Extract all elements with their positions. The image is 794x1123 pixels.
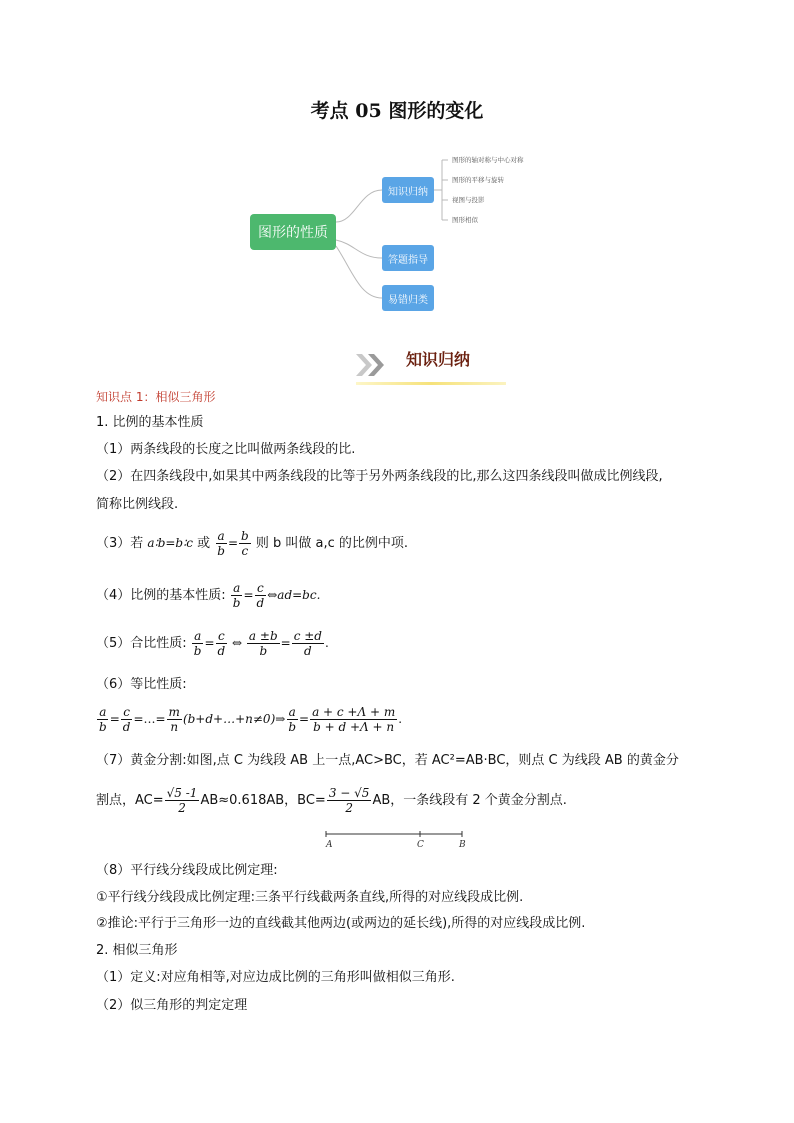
equal-ratio-formula: $\frac{a}{b}$ = $\frac{c}{d}$ =…= $\frac{m}{n}$ (b+d+…+n≠0)⇒ $\frac{a}{b}$ = $\frac{a + c +\Lambda + m}{b + d +\Lambda + n}$ .: [99, 705, 403, 734]
page-title: 考点 05 图形的变化: [310, 100, 484, 122]
connector-knowledge: [336, 190, 382, 222]
knowledge-point-heading: 知识点 1：相似三角形: [96, 390, 216, 404]
mindmap-leaf: 视图与投影: [452, 196, 485, 204]
paragraph-2b: 简称比例线段.: [96, 497, 179, 512]
section-underline: [356, 382, 506, 385]
fraction-a-b: $\frac{a}{b}$: [232, 581, 241, 610]
heading-proportion: 1. 比例的基本性质: [96, 415, 204, 430]
point-c-label: C: [417, 840, 424, 850]
point-a-label: A: [326, 840, 333, 850]
fraction-golden-bc: $\frac{3 - √5}{2}$: [328, 786, 370, 815]
fraction-a-b: $\frac{a}{b}$: [99, 705, 107, 734]
paragraph-6: （6）等比性质:: [96, 677, 187, 692]
fraction-m-n: $\frac{m}{n}$: [168, 705, 180, 734]
mindmap-center-node: 图形的性质: [250, 214, 336, 250]
fraction-c-d: $\frac{c}{d}$: [122, 705, 131, 734]
paragraph-4: （4）比例的基本性质: $\frac{a}{b}$ = $\frac{c}{d}$ ⇔ad=bc.: [96, 581, 321, 610]
mindmap-leaf: 图形相似: [452, 216, 478, 224]
fraction-a-b: $\frac{a}{b}$: [217, 529, 225, 558]
paragraph-7b: 割点，AC= $\frac{√5 -1}{2}$ AB≈0.618AB，BC= $\frac{3 - √5}{2}$ AB，一条线段有 2 个黄金分割点.: [96, 786, 567, 815]
mindmap-leaf: 图形的轴对称与中心对称: [452, 156, 524, 164]
paragraph-q1: （1）定义:对应角相等,对应边成比例的三角形叫做相似三角形.: [96, 970, 455, 985]
paragraph-8-2: ②推论:平行于三角形一边的直线截其他两边(或两边的延长线),所得的对应线段成比例.: [96, 916, 586, 931]
paragraph-2a: （2）在四条线段中,如果其中两条线段的比等于另外两条线段的比,那么这四条线段叫做成比例线段,: [96, 469, 663, 484]
point-b-label: B: [459, 840, 466, 850]
fraction-a-b: $\frac{a}{b}$: [288, 705, 296, 734]
fraction-b-c: $\frac{b}{c}$: [241, 529, 249, 558]
paragraph-3: （3）若 a∶b=b∶c 或 $\frac{a}{b}$ = $\frac{b}{c}$ 则 b 叫做 a,c 的比例中项.: [96, 529, 409, 558]
paragraph-8-1: ①平行线分线段成比例定理:三条平行线截两条直线,所得的对应线段成比例.: [96, 890, 524, 905]
paragraph-1: （1）两条线段的长度之比叫做两条线段的比.: [96, 442, 356, 457]
fraction-sum: $\frac{a + c +\Lambda + m}{b + d +\Lambda + n}$: [312, 705, 396, 734]
fraction-golden-ac: $\frac{√5 -1}{2}$: [166, 786, 198, 815]
segment-figure: [320, 830, 470, 850]
fraction-c-d: $\frac{c}{d}$: [217, 629, 226, 658]
paragraph-q2: （2）似三角形的判定定理: [96, 998, 248, 1013]
paragraph-5: （5）合比性质: $\frac{a}{b}$ = $\frac{c}{d}$ ⇔ $\frac{a \pm b}{b}$ = $\frac{c \pm d}{d}$ .: [96, 629, 329, 658]
mindmap-node-guide: 答题指导: [382, 245, 434, 271]
mindmap-leaf: 图形的平移与旋转: [452, 176, 504, 184]
paragraph-7a: （7）黄金分割:如图,点 C 为线段 AB 上一点,AC>BC，若 AC²=AB·BC，则点 C 为线段 AB 的黄金分: [96, 753, 679, 768]
paragraph-8: （8）平行线分线段成比例定理:: [96, 863, 278, 878]
fraction-a-b: $\frac{a}{b}$: [193, 629, 202, 658]
mindmap-node-knowledge: 知识归纳: [382, 177, 434, 203]
double-chevron-icon: [354, 352, 390, 378]
connector-guide: [336, 240, 382, 258]
heading-similar-triangles: 2. 相似三角形: [96, 943, 178, 958]
fraction-c-pm-d: $\frac{c \pm d}{d}$: [293, 629, 322, 658]
connector-leaves: [434, 160, 448, 220]
fraction-a-pm-b: $\frac{a \pm b}{b}$: [248, 629, 278, 658]
mindmap-node-errors: 易错归类: [382, 285, 434, 311]
connector-errors: [336, 246, 382, 298]
fraction-c-d: $\frac{c}{d}$: [256, 581, 265, 610]
section-title: 知识归纳: [406, 350, 471, 369]
